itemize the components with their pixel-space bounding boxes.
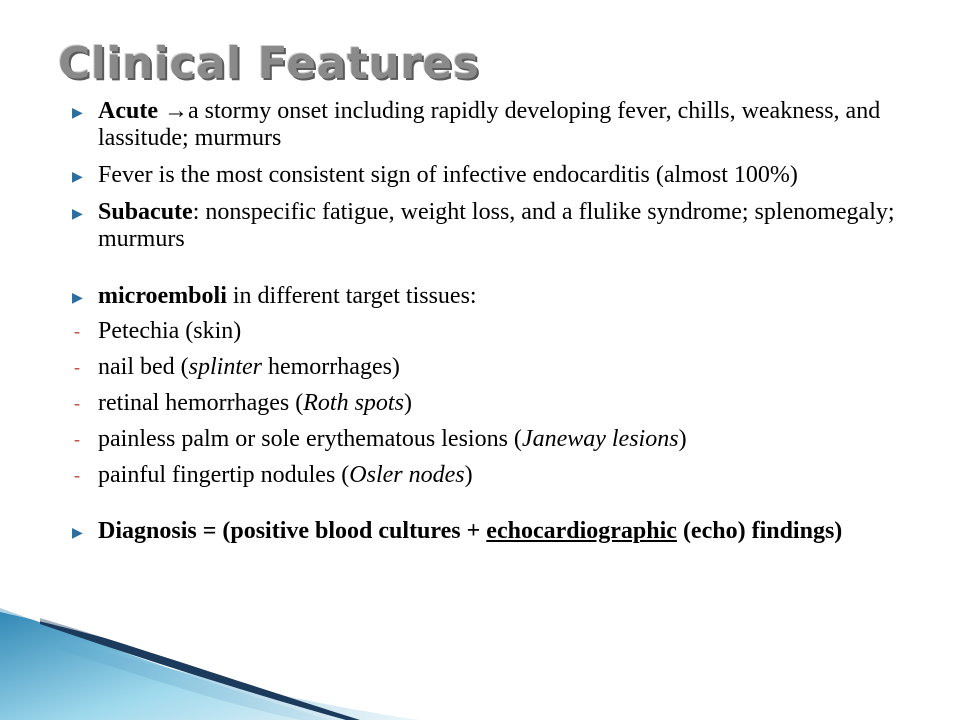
retinal-italic: Roth spots xyxy=(303,390,404,416)
arrow-right-icon: → xyxy=(163,98,188,124)
fingertip-text-a: painful fingertip nodules ( xyxy=(98,462,350,488)
decorative-swoosh xyxy=(0,560,420,720)
dash-item-fingertip xyxy=(72,462,932,489)
nailbed-italic: splinter xyxy=(188,354,262,380)
diagnosis-text-a: Diagnosis = (positive blood cultures + xyxy=(98,518,487,544)
bullet-subacute xyxy=(72,199,932,253)
acute-text: a stormy onset including rapidly developing fever, chills, weakness, and lassitude; murmurs xyxy=(98,98,881,151)
dash-item-petechia xyxy=(72,318,932,345)
dash-item-nailbed xyxy=(72,354,932,381)
retinal-text-a: retinal hemorrhages ( xyxy=(98,390,304,416)
dash-icon: - xyxy=(74,465,80,485)
microemboli-text: in different target tissues: xyxy=(226,283,477,309)
nailbed-text-b: hemorrhages) xyxy=(261,354,400,380)
palm-text-a: painless palm or sole erythematous lesions ( xyxy=(98,426,522,452)
fingertip-italic: Osler nodes xyxy=(349,462,465,488)
triangle-right-icon: ▶ xyxy=(72,207,83,222)
dash-icon: - xyxy=(74,393,80,413)
microemboli-label: microemboli xyxy=(98,283,227,309)
diagnosis-underlined: echocardiographic xyxy=(486,518,677,544)
dash-icon: - xyxy=(74,321,80,341)
triangle-right-icon: ▶ xyxy=(72,106,83,121)
fever-text: Fever is the most consistent sign of infective endocarditis (almost 100%) xyxy=(98,162,798,188)
palm-italic: Janeway lesions xyxy=(521,426,679,452)
triangle-right-icon: ▶ xyxy=(72,291,83,306)
retinal-text-b: ) xyxy=(403,390,412,416)
acute-label: Acute xyxy=(98,98,164,124)
nailbed-text-a: nail bed ( xyxy=(98,354,189,380)
dash-icon: - xyxy=(74,357,80,377)
fingertip-text-b: ) xyxy=(464,462,473,488)
slide-title: Clinical Features xyxy=(58,38,480,89)
diagnosis-text-b: (echo) findings) xyxy=(676,518,843,544)
dash-item-retinal xyxy=(72,390,932,417)
dash-item-palm xyxy=(72,426,932,453)
bullet-acute xyxy=(72,98,932,152)
subacute-label: Subacute xyxy=(98,199,193,225)
slide-content xyxy=(72,98,932,545)
petechia-text: Petechia (skin) xyxy=(98,318,242,344)
dash-icon: - xyxy=(74,429,80,449)
triangle-right-icon: ▶ xyxy=(72,526,83,541)
bullet-diagnosis xyxy=(72,518,932,545)
palm-text-b: ) xyxy=(678,426,687,452)
subacute-text: : nonspecific fatigue, weight loss, and a flulike syndrome; splenomegaly; murmurs xyxy=(98,199,895,252)
triangle-right-icon: ▶ xyxy=(72,170,83,185)
bullet-fever xyxy=(72,162,932,189)
bullet-microemboli xyxy=(72,283,932,310)
